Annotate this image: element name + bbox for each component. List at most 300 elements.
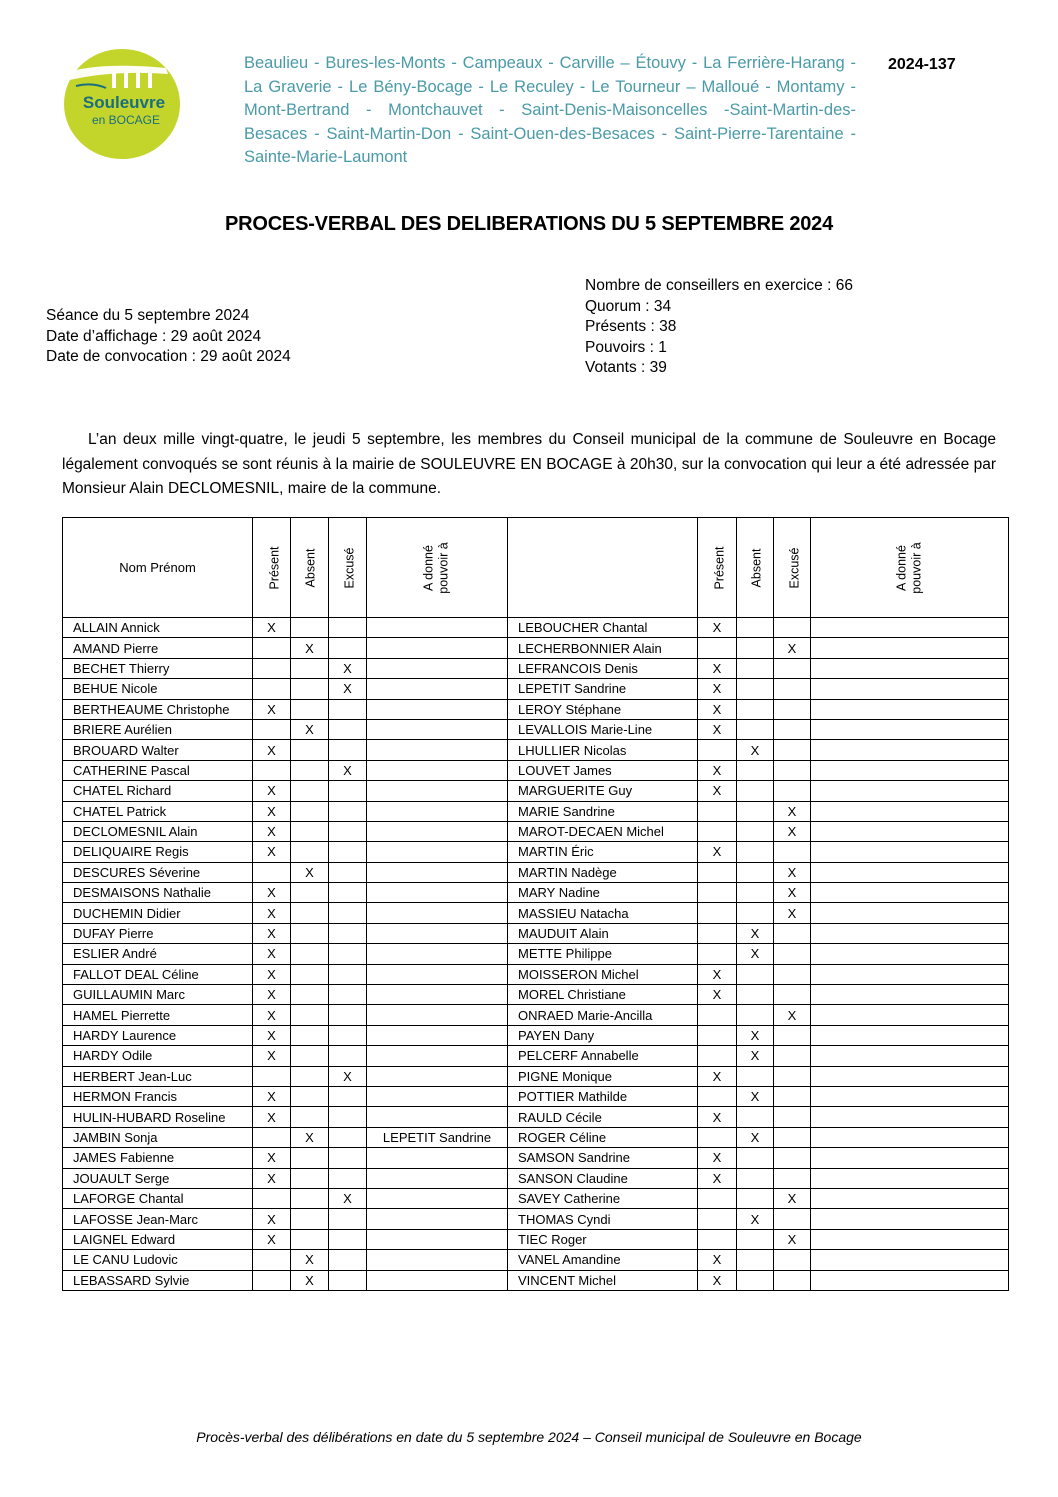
right-absent-cell xyxy=(737,801,774,821)
right-absent-cell xyxy=(737,1148,774,1168)
right-present-cell xyxy=(698,1086,737,1106)
left-excuse-cell xyxy=(329,1025,367,1045)
right-absent-cell xyxy=(737,883,774,903)
left-absent-cell xyxy=(291,1209,329,1229)
left-excuse-cell xyxy=(329,923,367,943)
left-present-cell: X xyxy=(253,699,291,719)
left-present-cell: X xyxy=(253,740,291,760)
left-pouvoir-cell xyxy=(367,1229,508,1249)
left-excuse-cell xyxy=(329,1148,367,1168)
left-excuse-cell xyxy=(329,638,367,658)
left-excuse-cell xyxy=(329,1107,367,1127)
right-excuse-cell xyxy=(774,923,811,943)
header-present: Présent xyxy=(253,518,291,618)
right-absent-cell: X xyxy=(737,1025,774,1045)
left-absent-cell xyxy=(291,903,329,923)
right-name-cell: SANSON Claudine xyxy=(508,1168,698,1188)
right-absent-cell xyxy=(737,719,774,739)
right-absent-cell: X xyxy=(737,1046,774,1066)
right-absent-cell xyxy=(737,618,774,638)
table-row xyxy=(63,1046,1009,1066)
right-pouvoir-cell xyxy=(811,1086,1009,1106)
right-name-cell: VANEL Amandine xyxy=(508,1250,698,1270)
left-present-cell: X xyxy=(253,923,291,943)
right-absent-cell xyxy=(737,638,774,658)
document-reference: 2024-137 xyxy=(888,56,956,73)
right-present-cell: X xyxy=(698,1270,737,1290)
header-pouvoir-right: A donné pouvoir à xyxy=(811,518,1009,618)
table-row xyxy=(63,883,1009,903)
right-present-cell xyxy=(698,740,737,760)
attendance-table xyxy=(62,517,1009,1291)
left-name-cell: HERMON Francis xyxy=(63,1086,253,1106)
table-row xyxy=(63,903,1009,923)
left-present-cell: X xyxy=(253,1025,291,1045)
left-pouvoir-cell xyxy=(367,1025,508,1045)
right-excuse-cell xyxy=(774,1127,811,1147)
right-present-cell: X xyxy=(698,1148,737,1168)
left-name-cell: HERBERT Jean-Luc xyxy=(63,1066,253,1086)
right-pouvoir-cell xyxy=(811,1148,1009,1168)
right-absent-cell xyxy=(737,903,774,923)
left-excuse-cell xyxy=(329,821,367,841)
count-presents: Présents : 38 xyxy=(585,318,677,335)
left-pouvoir-cell xyxy=(367,1005,508,1025)
right-excuse-cell xyxy=(774,699,811,719)
right-excuse-cell xyxy=(774,944,811,964)
right-excuse-cell: X xyxy=(774,1188,811,1208)
right-excuse-cell: X xyxy=(774,1229,811,1249)
left-pouvoir-cell xyxy=(367,821,508,841)
header-name: Nom Prénom xyxy=(63,518,253,618)
left-pouvoir-cell xyxy=(367,760,508,780)
left-name-cell: JAMES Fabienne xyxy=(63,1148,253,1168)
left-excuse-cell xyxy=(329,1086,367,1106)
table-row xyxy=(63,638,1009,658)
right-present-cell xyxy=(698,1209,737,1229)
table-row xyxy=(63,1127,1009,1147)
right-absent-cell xyxy=(737,1005,774,1025)
right-pouvoir-cell xyxy=(811,985,1009,1005)
table-row xyxy=(63,862,1009,882)
right-pouvoir-cell xyxy=(811,1005,1009,1025)
left-pouvoir-cell xyxy=(367,781,508,801)
right-present-cell xyxy=(698,883,737,903)
left-pouvoir-cell xyxy=(367,923,508,943)
left-present-cell xyxy=(253,1250,291,1270)
left-pouvoir-cell xyxy=(367,1209,508,1229)
right-name-cell: PIGNE Monique xyxy=(508,1066,698,1086)
right-excuse-cell xyxy=(774,1066,811,1086)
right-present-cell xyxy=(698,1046,737,1066)
left-present-cell xyxy=(253,1066,291,1086)
left-present-cell: X xyxy=(253,842,291,862)
left-excuse-cell xyxy=(329,944,367,964)
right-absent-cell xyxy=(737,1168,774,1188)
table-row xyxy=(63,923,1009,943)
left-absent-cell: X xyxy=(291,1270,329,1290)
right-present-cell: X xyxy=(698,699,737,719)
left-name-cell: LAFORGE Chantal xyxy=(63,1188,253,1208)
left-name-cell: LEBASSARD Sylvie xyxy=(63,1270,253,1290)
left-pouvoir-cell xyxy=(367,903,508,923)
left-name-cell: DUFAY Pierre xyxy=(63,923,253,943)
right-name-cell: MOISSERON Michel xyxy=(508,964,698,984)
right-name-cell: MARGUERITE Guy xyxy=(508,781,698,801)
table-row xyxy=(63,1025,1009,1045)
left-present-cell xyxy=(253,862,291,882)
left-absent-cell xyxy=(291,658,329,678)
table-row xyxy=(63,985,1009,1005)
right-pouvoir-cell xyxy=(811,740,1009,760)
right-present-cell: X xyxy=(698,658,737,678)
right-excuse-cell xyxy=(774,964,811,984)
left-absent-cell xyxy=(291,985,329,1005)
right-present-cell xyxy=(698,1005,737,1025)
right-present-cell: X xyxy=(698,1250,737,1270)
right-excuse-cell xyxy=(774,985,811,1005)
left-excuse-cell xyxy=(329,719,367,739)
seance-date: Séance du 5 septembre 2024 xyxy=(46,307,250,324)
left-excuse-cell xyxy=(329,1127,367,1147)
left-present-cell: X xyxy=(253,903,291,923)
right-absent-cell xyxy=(737,699,774,719)
right-excuse-cell xyxy=(774,1250,811,1270)
header-present-right: Présent xyxy=(698,518,737,618)
left-name-cell: CHATEL Richard xyxy=(63,781,253,801)
left-pouvoir-cell xyxy=(367,1148,508,1168)
right-pouvoir-cell xyxy=(811,944,1009,964)
right-pouvoir-cell xyxy=(811,658,1009,678)
right-absent-cell: X xyxy=(737,740,774,760)
left-excuse-cell: X xyxy=(329,1188,367,1208)
right-name-cell: PELCERF Annabelle xyxy=(508,1046,698,1066)
left-name-cell: BECHET Thierry xyxy=(63,658,253,678)
left-present-cell: X xyxy=(253,801,291,821)
right-name-cell: LEPETIT Sandrine xyxy=(508,679,698,699)
right-excuse-cell xyxy=(774,842,811,862)
left-absent-cell: X xyxy=(291,862,329,882)
right-present-cell: X xyxy=(698,964,737,984)
right-name-cell: ONRAED Marie-Ancilla xyxy=(508,1005,698,1025)
right-absent-cell xyxy=(737,821,774,841)
right-name-cell: LEBOUCHER Chantal xyxy=(508,618,698,638)
right-excuse-cell xyxy=(774,719,811,739)
left-present-cell: X xyxy=(253,821,291,841)
right-excuse-cell xyxy=(774,679,811,699)
left-absent-cell xyxy=(291,1025,329,1045)
right-name-cell: POTTIER Mathilde xyxy=(508,1086,698,1106)
right-name-cell: MAUDUIT Alain xyxy=(508,923,698,943)
left-absent-cell: X xyxy=(291,638,329,658)
right-pouvoir-cell xyxy=(811,679,1009,699)
left-excuse-cell: X xyxy=(329,658,367,678)
left-excuse-cell xyxy=(329,903,367,923)
left-absent-cell xyxy=(291,781,329,801)
right-pouvoir-cell xyxy=(811,1250,1009,1270)
right-present-cell xyxy=(698,1229,737,1249)
left-present-cell xyxy=(253,658,291,678)
table-row xyxy=(63,781,1009,801)
right-excuse-cell xyxy=(774,1025,811,1045)
right-absent-cell xyxy=(737,1066,774,1086)
right-absent-cell: X xyxy=(737,944,774,964)
table-row xyxy=(63,1168,1009,1188)
left-excuse-cell xyxy=(329,1005,367,1025)
right-pouvoir-cell xyxy=(811,1025,1009,1045)
convocation-date: Date de convocation : 29 août 2024 xyxy=(46,348,291,365)
right-pouvoir-cell xyxy=(811,1127,1009,1147)
right-excuse-cell xyxy=(774,618,811,638)
right-excuse-cell xyxy=(774,1148,811,1168)
right-excuse-cell: X xyxy=(774,862,811,882)
right-name-cell: PAYEN Dany xyxy=(508,1025,698,1045)
right-name-cell: MARY Nadine xyxy=(508,883,698,903)
session-info xyxy=(46,306,291,368)
right-excuse-cell xyxy=(774,1168,811,1188)
left-name-cell: HARDY Laurence xyxy=(63,1025,253,1045)
left-name-cell: JOUAULT Serge xyxy=(63,1168,253,1188)
right-excuse-cell: X xyxy=(774,903,811,923)
right-absent-cell xyxy=(737,862,774,882)
right-absent-cell xyxy=(737,985,774,1005)
right-absent-cell xyxy=(737,1250,774,1270)
left-absent-cell: X xyxy=(291,1250,329,1270)
right-pouvoir-cell xyxy=(811,1107,1009,1127)
table-row xyxy=(63,821,1009,841)
left-pouvoir-cell xyxy=(367,1046,508,1066)
right-present-cell xyxy=(698,944,737,964)
right-excuse-cell xyxy=(774,740,811,760)
left-present-cell: X xyxy=(253,1168,291,1188)
right-pouvoir-cell xyxy=(811,781,1009,801)
left-present-cell: X xyxy=(253,1005,291,1025)
left-name-cell: CATHERINE Pascal xyxy=(63,760,253,780)
right-pouvoir-cell xyxy=(811,760,1009,780)
left-absent-cell xyxy=(291,923,329,943)
left-name-cell: HAMEL Pierrette xyxy=(63,1005,253,1025)
right-excuse-cell xyxy=(774,1209,811,1229)
right-present-cell xyxy=(698,1127,737,1147)
right-name-cell: MAROT-DECAEN Michel xyxy=(508,821,698,841)
left-excuse-cell xyxy=(329,801,367,821)
right-pouvoir-cell xyxy=(811,801,1009,821)
right-absent-cell xyxy=(737,679,774,699)
left-excuse-cell: X xyxy=(329,1066,367,1086)
table-row xyxy=(63,842,1009,862)
attendance-body xyxy=(63,618,1009,1291)
left-excuse-cell xyxy=(329,1250,367,1270)
right-name-cell: SAVEY Catherine xyxy=(508,1188,698,1208)
left-name-cell: DESMAISONS Nathalie xyxy=(63,883,253,903)
left-present-cell xyxy=(253,1270,291,1290)
right-pouvoir-cell xyxy=(811,1066,1009,1086)
right-pouvoir-cell xyxy=(811,1229,1009,1249)
right-name-cell: LECHERBONNIER Alain xyxy=(508,638,698,658)
right-present-cell: X xyxy=(698,842,737,862)
left-pouvoir-cell xyxy=(367,679,508,699)
left-name-cell: DESCURES Séverine xyxy=(63,862,253,882)
left-absent-cell xyxy=(291,964,329,984)
right-present-cell xyxy=(698,1188,737,1208)
left-name-cell: LAFOSSE Jean-Marc xyxy=(63,1209,253,1229)
right-name-cell: VINCENT Michel xyxy=(508,1270,698,1290)
left-absent-cell xyxy=(291,821,329,841)
left-pouvoir-cell xyxy=(367,1250,508,1270)
right-present-cell: X xyxy=(698,985,737,1005)
right-absent-cell xyxy=(737,1270,774,1290)
right-pouvoir-cell xyxy=(811,1209,1009,1229)
left-excuse-cell xyxy=(329,1229,367,1249)
right-pouvoir-cell xyxy=(811,842,1009,862)
left-name-cell: DELIQUAIRE Regis xyxy=(63,842,253,862)
left-absent-cell xyxy=(291,842,329,862)
left-absent-cell xyxy=(291,801,329,821)
right-name-cell: LOUVET James xyxy=(508,760,698,780)
right-absent-cell: X xyxy=(737,923,774,943)
left-name-cell: DECLOMESNIL Alain xyxy=(63,821,253,841)
table-row xyxy=(63,760,1009,780)
left-excuse-cell xyxy=(329,883,367,903)
table-row xyxy=(63,1107,1009,1127)
right-pouvoir-cell xyxy=(811,1046,1009,1066)
right-present-cell xyxy=(698,801,737,821)
left-pouvoir-cell xyxy=(367,1066,508,1086)
left-pouvoir-cell xyxy=(367,658,508,678)
left-excuse-cell xyxy=(329,862,367,882)
right-name-cell: MOREL Christiane xyxy=(508,985,698,1005)
count-votants: Votants : 39 xyxy=(585,359,667,376)
header-excuse: Excusé xyxy=(329,518,367,618)
left-present-cell: X xyxy=(253,1209,291,1229)
left-present-cell: X xyxy=(253,985,291,1005)
right-name-cell: LEFRANCOIS Denis xyxy=(508,658,698,678)
right-excuse-cell: X xyxy=(774,883,811,903)
table-row xyxy=(63,618,1009,638)
right-absent-cell xyxy=(737,842,774,862)
right-pouvoir-cell xyxy=(811,862,1009,882)
right-name-cell: SAMSON Sandrine xyxy=(508,1148,698,1168)
left-name-cell: ALLAIN Annick xyxy=(63,618,253,638)
right-present-cell: X xyxy=(698,781,737,801)
right-present-cell xyxy=(698,638,737,658)
left-excuse-cell xyxy=(329,842,367,862)
left-absent-cell xyxy=(291,1188,329,1208)
right-present-cell: X xyxy=(698,719,737,739)
left-present-cell: X xyxy=(253,781,291,801)
right-pouvoir-cell xyxy=(811,699,1009,719)
table-row xyxy=(63,801,1009,821)
left-excuse-cell xyxy=(329,1168,367,1188)
left-present-cell: X xyxy=(253,618,291,638)
left-absent-cell xyxy=(291,740,329,760)
right-name-cell: TIEC Roger xyxy=(508,1229,698,1249)
left-present-cell: X xyxy=(253,1086,291,1106)
left-pouvoir-cell xyxy=(367,618,508,638)
table-row xyxy=(63,1005,1009,1025)
right-name-cell: THOMAS Cyndi xyxy=(508,1209,698,1229)
left-name-cell: DUCHEMIN Didier xyxy=(63,903,253,923)
left-name-cell: ESLIER André xyxy=(63,944,253,964)
left-name-cell: AMAND Pierre xyxy=(63,638,253,658)
table-row xyxy=(63,719,1009,739)
left-absent-cell xyxy=(291,1107,329,1127)
right-name-cell: LEVALLOIS Marie-Line xyxy=(508,719,698,739)
left-excuse-cell xyxy=(329,1046,367,1066)
table-row xyxy=(63,1086,1009,1106)
right-name-cell: MARTIN Éric xyxy=(508,842,698,862)
right-absent-cell xyxy=(737,1229,774,1249)
left-pouvoir-cell xyxy=(367,944,508,964)
intro-paragraph: L’an deux mille vingt-quatre, le jeudi 5 septembre, les membres du Conseil municipal de la commune de Souleuvre en Bocage légalement convoqués se sont réunis à la mairie de SOULEUVRE EN BOCAGE à 20h30, sur la convocation qui leur a été adressée par Monsieur Alain DECLOMESNIL, maire de la commune. xyxy=(62,431,996,497)
right-present-cell: X xyxy=(698,1066,737,1086)
left-excuse-cell xyxy=(329,964,367,984)
right-excuse-cell xyxy=(774,781,811,801)
right-excuse-cell xyxy=(774,658,811,678)
left-name-cell: BROUARD Walter xyxy=(63,740,253,760)
left-absent-cell xyxy=(291,1066,329,1086)
left-pouvoir-cell xyxy=(367,964,508,984)
table-row xyxy=(63,944,1009,964)
left-absent-cell xyxy=(291,1046,329,1066)
right-absent-cell xyxy=(737,781,774,801)
left-excuse-cell xyxy=(329,740,367,760)
left-name-cell: GUILLAUMIN Marc xyxy=(63,985,253,1005)
right-excuse-cell: X xyxy=(774,801,811,821)
left-pouvoir-cell xyxy=(367,985,508,1005)
left-present-cell: X xyxy=(253,1148,291,1168)
left-name-cell: HULIN-HUBARD Roseline xyxy=(63,1107,253,1127)
right-pouvoir-cell xyxy=(811,903,1009,923)
table-row xyxy=(63,1209,1009,1229)
left-absent-cell xyxy=(291,1168,329,1188)
right-present-cell xyxy=(698,1025,737,1045)
right-name-cell: MASSIEU Natacha xyxy=(508,903,698,923)
left-absent-cell: X xyxy=(291,719,329,739)
count-quorum: Quorum : 34 xyxy=(585,297,672,315)
logo-text-line2: en BOCAGE xyxy=(91,113,161,127)
right-name-cell: METTE Philippe xyxy=(508,944,698,964)
left-pouvoir-cell xyxy=(367,1188,508,1208)
communes-list: Beaulieu - Bures-les-Monts - Campeaux - Carville – Étouvy - La Ferrière-Harang - La Graverie - Le Bény-Bocage - Le Reculey - Le Tourneur – Malloué - Montamy - Mont-Bertrand - Montchauvet - Saint-Denis-Maisoncelles -Saint-Martin-des-Besaces - Saint-Martin-Don - Saint-Ouen-des-Besaces - Saint-Pierre-Tarentaine - Sainte-Marie-Laumont xyxy=(244,54,856,166)
header-excuse-right: Excusé xyxy=(774,518,811,618)
right-name-cell: MARIE Sandrine xyxy=(508,801,698,821)
left-pouvoir-cell xyxy=(367,883,508,903)
right-excuse-cell xyxy=(774,1270,811,1290)
affichage-date: Date d’affichage : 29 août 2024 xyxy=(46,327,262,345)
count-pouvoirs: Pouvoirs : 1 xyxy=(585,338,667,356)
right-pouvoir-cell xyxy=(811,618,1009,638)
left-present-cell xyxy=(253,1127,291,1147)
count-exercice: Nombre de conseillers en exercice : 66 xyxy=(585,277,853,294)
left-excuse-cell xyxy=(329,985,367,1005)
right-present-cell xyxy=(698,821,737,841)
left-pouvoir-cell xyxy=(367,842,508,862)
left-name-cell: BEHUE Nicole xyxy=(63,679,253,699)
right-excuse-cell: X xyxy=(774,638,811,658)
table-row xyxy=(63,1229,1009,1249)
header-pouvoir: A donné pouvoir à xyxy=(367,518,508,618)
right-name-cell: RAULD Cécile xyxy=(508,1107,698,1127)
right-absent-cell xyxy=(737,760,774,780)
right-present-cell: X xyxy=(698,760,737,780)
souleuvre-logo xyxy=(62,44,186,160)
right-present-cell xyxy=(698,862,737,882)
right-pouvoir-cell xyxy=(811,1188,1009,1208)
left-excuse-cell xyxy=(329,1270,367,1290)
right-absent-cell xyxy=(737,1107,774,1127)
right-excuse-cell xyxy=(774,1086,811,1106)
